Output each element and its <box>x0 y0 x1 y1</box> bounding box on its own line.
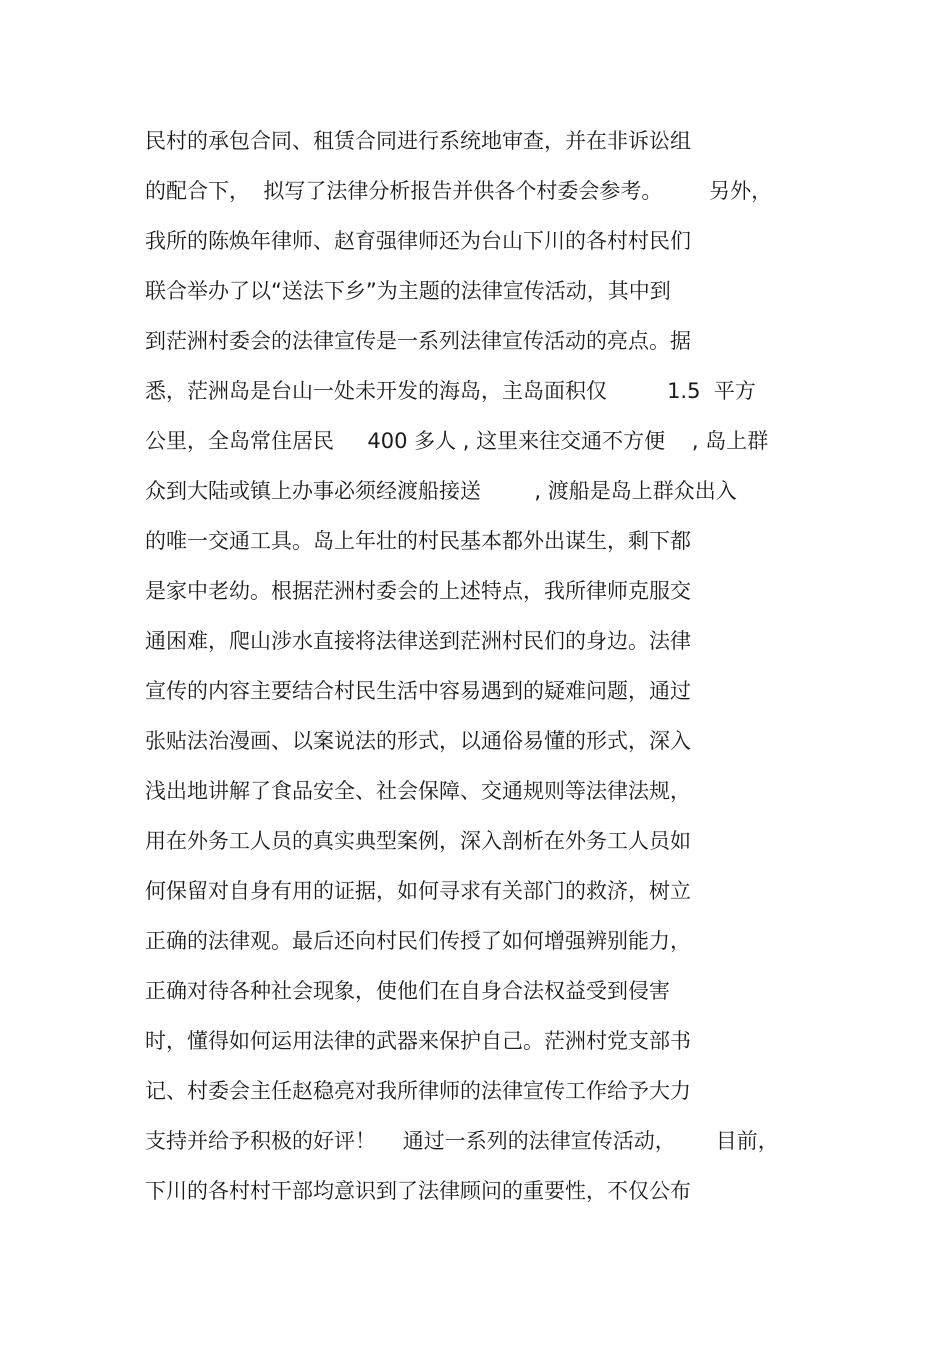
text-line: 时，懂得如何运用法律的武器来保护自己。茫洲村党支部书 <box>145 1029 691 1053</box>
text-line: 浅出地讲解了食品安全、社会保障、交通规则等法律法规， <box>145 779 691 803</box>
text-line: 宣传的内容主要结合村民生活中容易遇到的疑难问题，通过 <box>145 679 691 703</box>
text-line: 是家中老幼。根据茫洲村委会的上述特点，我所律师克服交 <box>145 579 691 603</box>
text-line: 通困难，爬山涉水直接将法律送到茫洲村民们的身边。法律 <box>145 629 691 653</box>
text-line: 支持并给予积极的好评！ 通过一系列的法律宣传活动， 目前， <box>145 1129 779 1153</box>
text-line: 的唯一交通工具。岛上年壮的村民基本都外出谋生，剩下都 <box>145 529 691 553</box>
text-line: 的配合下， 拟写了法律分析报告并供各个村委会参考。 另外， <box>145 179 773 203</box>
text-line: 公里，全岛常住居民 400 多人 , 这里来往交通不方便 , 岛上群 <box>145 429 769 453</box>
text-line: 正确对待各种社会现象，使他们在自身合法权益受到侵害 <box>145 979 670 1003</box>
text-line: 用在外务工人员的真实典型案例，深入剖析在外务工人员如 <box>145 829 691 853</box>
text-line: 何保留对自身有用的证据，如何寻求有关部门的救济，树立 <box>145 879 691 903</box>
text-line: 联合举办了以“送法下乡”为主题的法律宣传活动，其中到 <box>145 279 671 303</box>
text-line: 张贴法治漫画、以案说法的形式，以通俗易懂的形式，深入 <box>145 729 691 753</box>
text-line: 民村的承包合同、租赁合同进行系统地审查，并在非诉讼组 <box>145 129 691 153</box>
text-line: 悉，茫洲岛是台山一处未开发的海岛，主岛面积仅 1.5 平方 <box>145 379 756 403</box>
text-line: 众到大陆或镇上办事必须经渡船接送 , 渡船是岛上群众出入 <box>145 479 737 503</box>
text-line: 下川的各村村干部均意识到了法律顾问的重要性，不仅公布 <box>145 1179 691 1203</box>
text-line: 记、村委会主任赵稳亮对我所律师的法律宣传工作给予大力 <box>145 1079 691 1103</box>
text-line: 我所的陈焕年律师、赵育强律师还为台山下川的各村村民们 <box>145 229 691 253</box>
text-line: 到茫洲村委会的法律宣传是一系列法律宣传活动的亮点。据 <box>145 329 691 353</box>
text-line: 正确的法律观。最后还向村民们传授了如何增强辨别能力， <box>145 929 691 953</box>
